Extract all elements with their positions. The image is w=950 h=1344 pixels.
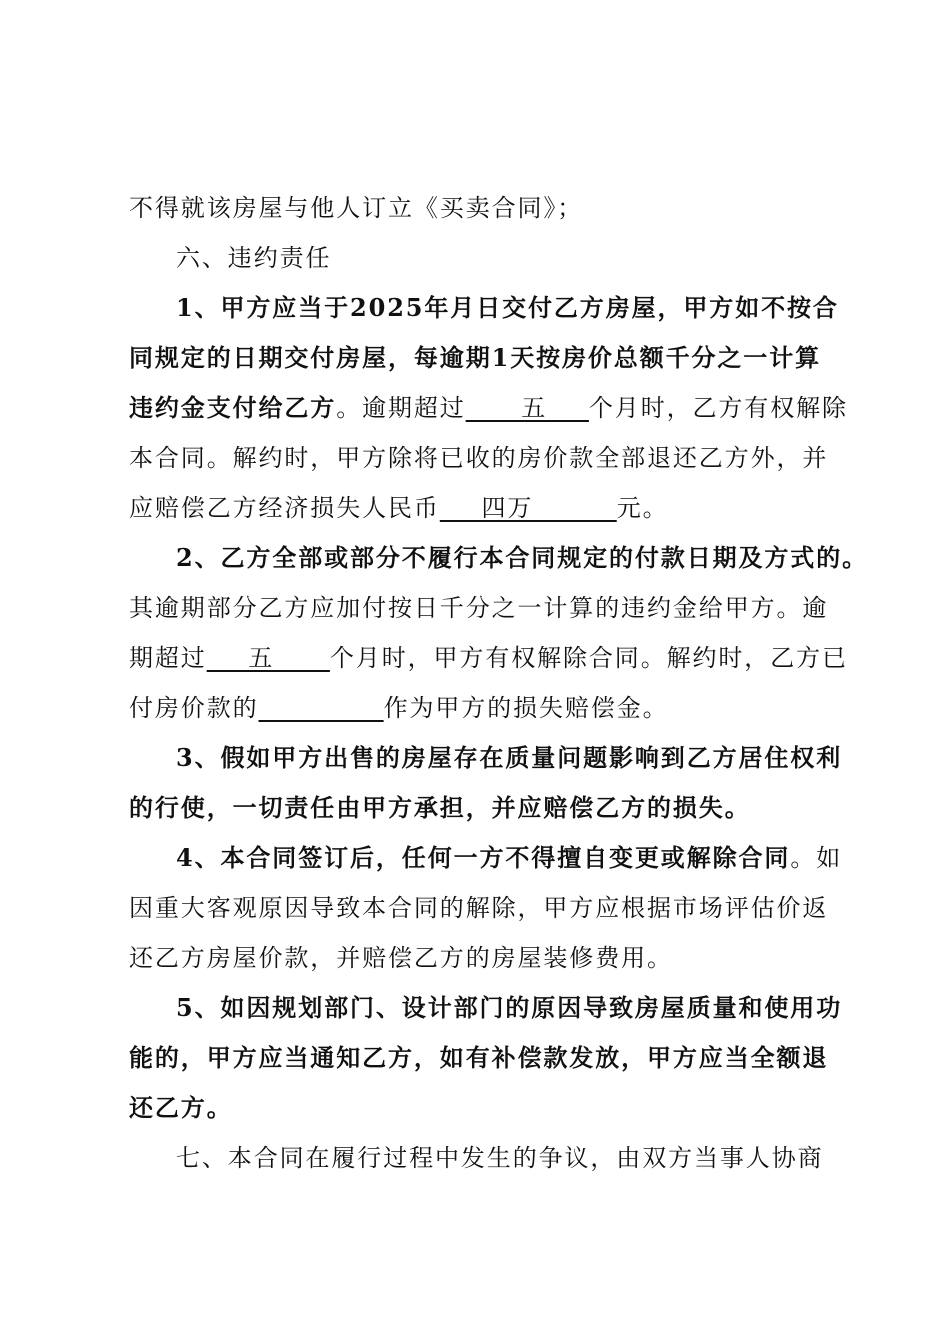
- clause-4-line: 4、本合同签订后，任何一方不得擅自变更或解除合同。如: [176, 843, 843, 872]
- clause-4-line: 还乙方房屋价款，并赔偿乙方的房屋装修费用。: [129, 944, 673, 972]
- clause-4-line: 因重大客观原因导致本合同的解除，甲方应根据市场评估价返: [129, 894, 829, 922]
- clause-2-line: 2、乙方全部或部分不履行本合同规定的付款日期及方式的。: [176, 543, 868, 572]
- clause-5-line: 还乙方。: [129, 1093, 233, 1122]
- fill-blank-months: ____五___: [465, 394, 589, 422]
- clause-2-line: 其逾期部分乙方应加付按日千分之一计算的违约金给甲方。逾: [129, 594, 829, 622]
- clause-3-line: 3、假如甲方出售的房屋存在质量问题影响到乙方居住权利: [176, 743, 843, 772]
- clause-5-line: 5、如因规划部门、设计部门的原因导致房屋质量和使用功: [176, 993, 843, 1022]
- fill-blank-amount: ___四万______: [439, 494, 617, 522]
- clause-1-line: 本合同。解约时，甲方除将已收的房价款全部退还乙方外，并: [129, 444, 829, 472]
- section-heading-breach: 六、违约责任: [176, 244, 332, 272]
- clause-1-line: 应赔偿乙方经济损失人民币___四万______元。: [129, 494, 669, 522]
- clause-3-line: 的行使，一切责任由甲方承担，并应赔偿乙方的损失。: [129, 793, 751, 822]
- fill-blank-months: ___五____: [206, 644, 330, 672]
- clause-2-line: 期超过___五____个月时，甲方有权解除合同。解约时，乙方已: [129, 644, 848, 672]
- clause-1-line: 违约金支付给乙方。逾期超过____五___个月时，乙方有权解除: [129, 393, 848, 422]
- clause-2-line: 付房价款的_________作为甲方的损失赔偿金。: [129, 694, 669, 722]
- text-line: 不得就该房屋与他人订立《买卖合同》；: [129, 194, 584, 222]
- clause-1-line: 同规定的日期交付房屋，每逾期1天按房价总额千分之一计算: [129, 343, 821, 372]
- clause-1-line: 1、甲方应当于2025年月日交付乙方房屋，甲方如不按合: [176, 293, 839, 322]
- section-heading-disputes: 七、本合同在履行过程中发生的争议，由双方当事人协商: [176, 1144, 824, 1172]
- fill-blank-ratio: _________: [258, 694, 384, 722]
- clause-5-line: 能的，甲方应当通知乙方，如有补偿款发放，甲方应当全额退: [129, 1043, 829, 1072]
